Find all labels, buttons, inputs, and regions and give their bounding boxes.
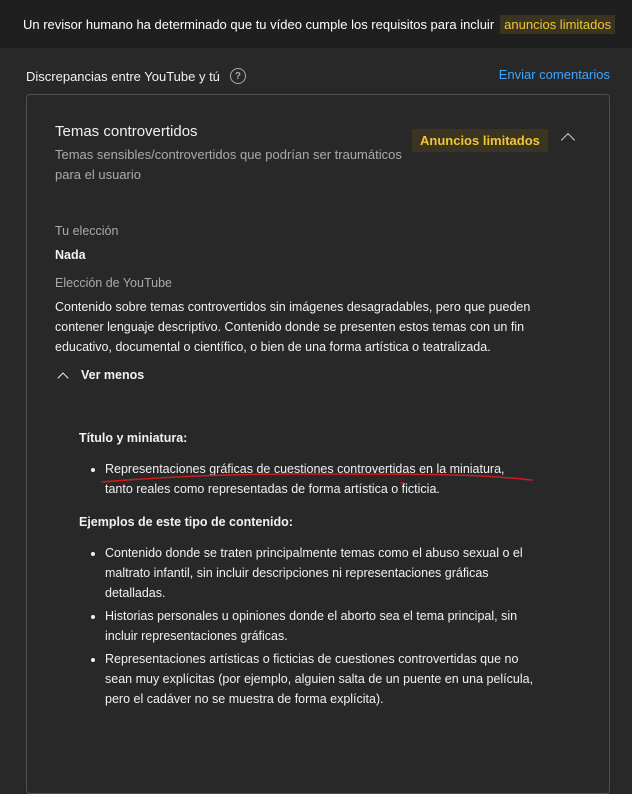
red-underline-annotation bbox=[100, 460, 535, 490]
chevron-up-icon[interactable] bbox=[561, 133, 575, 147]
card-subtitle: Temas sensibles/controvertidos que podrían ser traumáticos para el usuario bbox=[55, 147, 402, 182]
examples-list bbox=[79, 543, 535, 712]
list-item: • Contenido donde se traten principalmente temas como el abuso sexual o el maltrato infantil, sin incluir descripciones ni representaciones gráficas detalladas. bbox=[105, 543, 535, 603]
card-title: Temas controvertidos bbox=[55, 123, 198, 140]
youtube-choice-label: Elección de YouTube bbox=[55, 276, 172, 290]
controversial-topics-card bbox=[26, 94, 610, 794]
your-choice-value: Nada bbox=[55, 248, 86, 262]
banner-text: Un revisor humano ha determinado que tu vídeo cumple los requisitos para incluir bbox=[23, 16, 495, 32]
title-thumbnail-heading: Título y miniatura: bbox=[79, 431, 188, 445]
limited-ads-card-badge: Anuncios limitados bbox=[412, 129, 548, 152]
see-less-toggle[interactable] bbox=[55, 367, 144, 383]
see-less-label: Ver menos bbox=[81, 368, 145, 382]
list-item: • Representaciones gráficas de cuestiones controvertidas en la miniatura, tanto reales como representadas de forma artística o ficticia. bbox=[105, 459, 525, 499]
discrepancies-header bbox=[26, 66, 610, 86]
examples-heading: Ejemplos de este tipo de contenido: bbox=[79, 515, 293, 529]
discrepancies-label: Discrepancias entre YouTube y tú bbox=[26, 68, 220, 84]
status-banner bbox=[0, 0, 632, 48]
list-item: • Historias personales u opiniones donde el aborto sea el tema principal, sin incluir representaciones gráficas. bbox=[105, 606, 535, 646]
youtube-choice-description: Contenido sobre temas controvertidos sin imágenes desagradables, pero que pueden contener lenguaje descriptivo. Contenido donde se presenten estos temas con un fin educativo, documental o científico, o bien de una forma artística o teatralizada. bbox=[55, 300, 531, 354]
chevron-up-icon bbox=[57, 372, 68, 383]
list-item: • Representaciones artísticas o ficticias de cuestiones controvertidas que no sean muy explícitas (por ejemplo, alguien salta de un puente en una película, pero el cadáver no se muestra de forma explícita). bbox=[105, 649, 535, 709]
question-circle-icon[interactable]: ? bbox=[230, 68, 246, 84]
your-choice-label: Tu elección bbox=[55, 224, 119, 238]
limited-ads-badge: anuncios limitados bbox=[500, 15, 615, 34]
send-feedback-link[interactable]: Enviar comentarios bbox=[498, 67, 610, 82]
